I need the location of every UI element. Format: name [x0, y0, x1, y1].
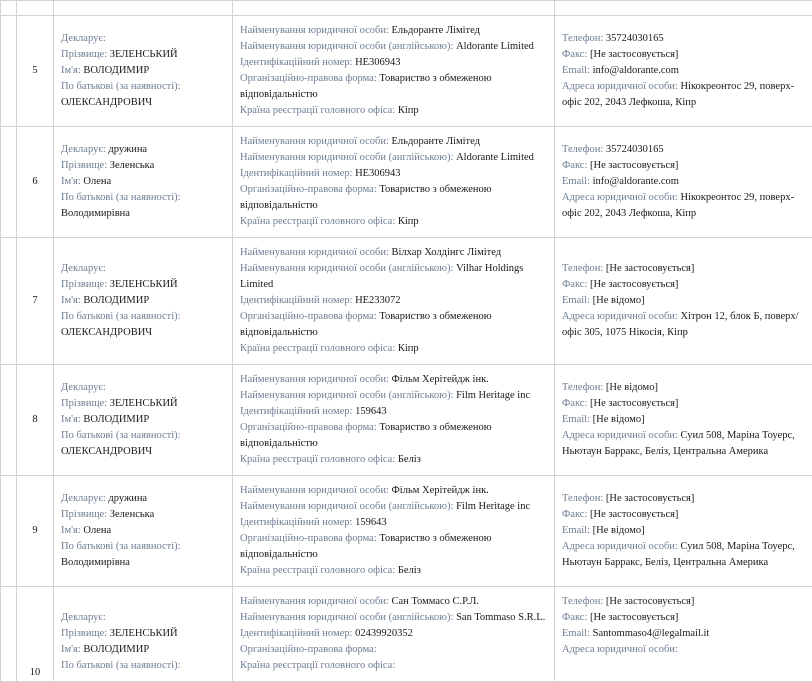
entity-name-en-field	[240, 610, 548, 626]
entity-name-label: Найменування юридичної особи:	[240, 374, 389, 385]
first-name-value: ВОЛОДИМИР	[83, 414, 149, 425]
entity-name-en-field	[240, 150, 548, 166]
legal-form-label: Організаційно-правова форма:	[240, 184, 377, 195]
declarant-cell	[54, 1, 233, 16]
country-field	[240, 214, 548, 230]
entity-name-en-label: Найменування юридичної особи (англійською):	[240, 152, 453, 163]
patronymic-field	[61, 79, 232, 95]
id-number-label: Ідентифікаційний номер:	[240, 295, 352, 306]
last-name-label: Прізвище:	[61, 628, 107, 639]
row-number: 6	[17, 127, 54, 238]
fax-field	[562, 47, 808, 63]
declarant-cell	[54, 16, 233, 127]
last-name-field	[61, 507, 232, 523]
fax-field	[562, 396, 808, 412]
declarant-label: Декларує:	[61, 33, 106, 44]
phone-value: 35724030165	[606, 144, 664, 155]
address-label: Адреса юридичної особи:	[562, 81, 678, 92]
legal-form-label: Організаційно-правова форма:	[240, 73, 377, 84]
declarant-cell	[54, 127, 233, 238]
phone-value: [Не відомо]	[606, 382, 658, 393]
email-field	[562, 626, 808, 642]
id-number-label: Ідентифікаційний номер:	[240, 628, 352, 639]
entity-name-label: Найменування юридичної особи:	[240, 485, 389, 496]
first-name-field	[61, 642, 232, 658]
entity-name-value: Фільм Херітейдж інк.	[392, 485, 489, 496]
first-name-label: Ім'я:	[61, 525, 81, 536]
entity-cell	[233, 238, 555, 365]
declarant-label: Декларує:	[61, 493, 106, 504]
first-name-field	[61, 412, 232, 428]
email-field	[562, 523, 808, 539]
fax-field	[562, 610, 808, 626]
fax-label: Факс:	[562, 49, 587, 60]
email-field	[562, 293, 808, 309]
entity-name-en-label: Найменування юридичної особи (англійською):	[240, 263, 453, 274]
phone-label: Телефон:	[562, 33, 603, 44]
patronymic-label: По батькові (за наявності):	[61, 430, 181, 441]
id-number-label: Ідентифікаційний номер:	[240, 168, 352, 179]
entity-name-field	[240, 23, 548, 39]
phone-value: [Не застосовується]	[606, 596, 694, 607]
declarant-cell	[54, 365, 233, 476]
last-name-value: ЗЕЛЕНСЬКИЙ	[110, 628, 178, 639]
fax-field	[562, 158, 808, 174]
entity-cell	[233, 1, 555, 16]
phone-value: [Не застосовується]	[606, 493, 694, 504]
email-value: info@aldorante.com	[593, 176, 679, 187]
row-number: 10	[17, 587, 54, 682]
entity-name-en-label: Найменування юридичної особи (англійською):	[240, 390, 453, 401]
fax-value: [Не застосовується]	[590, 49, 678, 60]
fax-value: [Не застосовується]	[590, 279, 678, 290]
address-value: Суил 508, Маріна Тоуерс, Ньютаун Барракс, Беліз, Центральна Америка	[562, 541, 795, 568]
patronymic-value: Володимирівна	[61, 555, 232, 571]
fax-label: Факс:	[562, 398, 587, 409]
entity-name-value: Фільм Херітейдж інк.	[392, 374, 489, 385]
entity-name-en-value: Aldorante Limited	[456, 152, 534, 163]
fax-value: [Не застосовується]	[590, 160, 678, 171]
entity-name-field	[240, 134, 548, 150]
patronymic-value: ОЛЕКСАНДРОВИЧ	[61, 325, 232, 341]
id-number-value: 159643	[355, 406, 387, 417]
phone-field	[562, 261, 808, 277]
entity-cell	[233, 16, 555, 127]
email-label: Email:	[562, 525, 590, 536]
legal-form-label: Організаційно-правова форма:	[240, 311, 377, 322]
row-number: 5	[17, 16, 54, 127]
entity-name-en-label: Найменування юридичної особи (англійською):	[240, 612, 453, 623]
table-row	[1, 587, 812, 682]
phone-field	[562, 491, 808, 507]
email-label: Email:	[562, 628, 590, 639]
contacts-cell	[555, 476, 812, 587]
patronymic-field	[61, 658, 232, 674]
phone-value: 35724030165	[606, 33, 664, 44]
entity-cell	[233, 127, 555, 238]
legal-form-field	[240, 531, 548, 563]
email-value: [Не відомо]	[593, 525, 645, 536]
address-field	[562, 79, 808, 111]
last-name-label: Прізвище:	[61, 49, 107, 60]
country-field	[240, 103, 548, 119]
last-name-field	[61, 47, 232, 63]
entity-name-value: Вілхар Холдінгс Лімітед	[392, 247, 502, 258]
first-name-field	[61, 63, 232, 79]
declarant-value: дружина	[108, 493, 147, 504]
row-gutter	[1, 127, 17, 238]
table-row	[1, 16, 812, 127]
row-gutter	[1, 587, 17, 682]
spacer	[61, 594, 232, 610]
legal-form-field	[240, 642, 548, 658]
declarant-label: Декларує:	[61, 612, 106, 623]
legal-form-field	[240, 71, 548, 103]
row-number: 8	[17, 365, 54, 476]
email-value: [Не відомо]	[593, 414, 645, 425]
address-field	[562, 642, 808, 658]
id-number-value: HE233072	[355, 295, 401, 306]
table-row	[1, 365, 812, 476]
contacts-cell	[555, 365, 812, 476]
email-field	[562, 412, 808, 428]
fax-field	[562, 277, 808, 293]
row-number: 9	[17, 476, 54, 587]
patronymic-value: Володимирівна	[61, 206, 232, 222]
first-name-label: Ім'я:	[61, 644, 81, 655]
contacts-cell	[555, 1, 812, 16]
address-value: Нікокреонтос 29, поверх-офіс 202, 2043 Лефкоша, Кіпр	[562, 81, 794, 108]
contacts-cell	[555, 238, 812, 365]
country-value: Кіпр	[398, 105, 419, 116]
country-label: Країна реєстрації головного офіса:	[240, 565, 395, 576]
declarant-field	[61, 491, 232, 507]
phone-field	[562, 142, 808, 158]
id-number-field	[240, 626, 548, 642]
first-name-value: ВОЛОДИМИР	[83, 644, 149, 655]
patronymic-field	[61, 539, 232, 555]
phone-value: [Не застосовується]	[606, 263, 694, 274]
patronymic-label: По батькові (за наявності):	[61, 192, 181, 203]
entity-name-en-field	[240, 39, 548, 55]
table-row	[1, 1, 812, 16]
table-row	[1, 238, 812, 365]
declarant-field	[61, 610, 232, 626]
contacts-cell	[555, 127, 812, 238]
last-name-label: Прізвище:	[61, 398, 107, 409]
id-number-field	[240, 55, 548, 71]
country-value: Беліз	[398, 454, 421, 465]
declarant-cell	[54, 238, 233, 365]
email-label: Email:	[562, 65, 590, 76]
address-label: Адреса юридичної особи:	[562, 430, 678, 441]
entity-name-field	[240, 483, 548, 499]
first-name-field	[61, 174, 232, 190]
entity-name-en-label: Найменування юридичної особи (англійською):	[240, 501, 453, 512]
phone-field	[562, 31, 808, 47]
country-value: Беліз	[398, 565, 421, 576]
country-value: Кіпр	[398, 343, 419, 354]
address-field	[562, 428, 808, 460]
first-name-value: Олена	[83, 176, 111, 187]
first-name-label: Ім'я:	[61, 65, 81, 76]
id-number-value: 02439920352	[355, 628, 413, 639]
country-field	[240, 563, 548, 579]
entity-name-en-value: Vilhar Holdings Limited	[240, 263, 523, 290]
address-label: Адреса юридичної особи:	[562, 311, 678, 322]
phone-field	[562, 594, 808, 610]
fax-label: Факс:	[562, 509, 587, 520]
entity-name-en-label: Найменування юридичної особи (англійською):	[240, 41, 453, 52]
fax-value: [Не застосовується]	[590, 509, 678, 520]
email-value: info@aldorante.com	[593, 65, 679, 76]
first-name-value: ВОЛОДИМИР	[83, 295, 149, 306]
email-value: [Не відомо]	[593, 295, 645, 306]
first-name-value: ВОЛОДИМИР	[83, 65, 149, 76]
patronymic-label: По батькові (за наявності):	[61, 541, 181, 552]
fax-value: [Не застосовується]	[590, 398, 678, 409]
declarant-field	[61, 380, 232, 396]
entity-cell	[233, 365, 555, 476]
email-label: Email:	[562, 176, 590, 187]
patronymic-value: ОЛЕКСАНДРОВИЧ	[61, 95, 232, 111]
table-row	[1, 476, 812, 587]
legal-form-label: Організаційно-правова форма:	[240, 533, 377, 544]
address-value: Суил 508, Маріна Тоуерс, Ньютаун Барракс, Беліз, Центральна Америка	[562, 430, 795, 457]
fax-label: Факс:	[562, 612, 587, 623]
address-label: Адреса юридичної особи:	[562, 644, 678, 655]
declarant-field	[61, 142, 232, 158]
id-number-field	[240, 166, 548, 182]
phone-label: Телефон:	[562, 596, 603, 607]
declarant-label: Декларує:	[61, 263, 106, 274]
first-name-label: Ім'я:	[61, 295, 81, 306]
row-gutter	[1, 16, 17, 127]
declarant-cell	[54, 587, 233, 682]
country-label: Країна реєстрації головного офіса:	[240, 660, 395, 671]
patronymic-value: ОЛЕКСАНДРОВИЧ	[61, 444, 232, 460]
row-gutter	[1, 1, 17, 16]
first-name-field	[61, 293, 232, 309]
legal-form-value: Товариство з обмеженою відповідальністю	[240, 184, 492, 211]
entity-name-field	[240, 372, 548, 388]
entity-name-en-field	[240, 388, 548, 404]
last-name-value: Зеленська	[110, 160, 155, 171]
last-name-field	[61, 277, 232, 293]
patronymic-label: По батькові (за наявності):	[61, 81, 181, 92]
last-name-value: ЗЕЛЕНСЬКИЙ	[110, 279, 178, 290]
legal-form-value: Товариство з обмеженою відповідальністю	[240, 422, 492, 449]
id-number-value: HE306943	[355, 168, 401, 179]
declarant-field	[61, 261, 232, 277]
id-number-field	[240, 293, 548, 309]
declarant-value: дружина	[108, 144, 147, 155]
entity-name-en-value: San Tommaso S.R.L.	[456, 612, 545, 623]
email-value: Santommaso4@legalmail.it	[593, 628, 710, 639]
last-name-value: ЗЕЛЕНСЬКИЙ	[110, 398, 178, 409]
first-name-label: Ім'я:	[61, 176, 81, 187]
last-name-value: ЗЕЛЕНСЬКИЙ	[110, 49, 178, 60]
entity-name-en-value: Aldorante Limited	[456, 41, 534, 52]
last-name-field	[61, 396, 232, 412]
row-number: 7	[17, 238, 54, 365]
legal-form-label: Організаційно-правова форма:	[240, 422, 377, 433]
entity-name-label: Найменування юридичної особи:	[240, 25, 389, 36]
address-label: Адреса юридичної особи:	[562, 192, 678, 203]
country-value: Кіпр	[398, 216, 419, 227]
id-number-value: HE306943	[355, 57, 401, 68]
patronymic-field	[61, 309, 232, 325]
entity-name-field	[240, 245, 548, 261]
entity-name-en-value: Film Heritage inc	[456, 390, 530, 401]
entity-name-value: Сан Томмасо С.Р.Л.	[392, 596, 480, 607]
row-number	[17, 1, 54, 16]
patronymic-label: По батькові (за наявності):	[61, 311, 181, 322]
id-number-label: Ідентифікаційний номер:	[240, 406, 352, 417]
legal-form-field	[240, 309, 548, 341]
first-name-label: Ім'я:	[61, 414, 81, 425]
phone-label: Телефон:	[562, 263, 603, 274]
email-label: Email:	[562, 295, 590, 306]
country-field	[240, 452, 548, 468]
address-field	[562, 190, 808, 222]
entity-name-en-value: Film Heritage inc	[456, 501, 530, 512]
country-label: Країна реєстрації головного офіса:	[240, 105, 395, 116]
entity-name-label: Найменування юридичної особи:	[240, 247, 389, 258]
last-name-label: Прізвище:	[61, 509, 107, 520]
entity-cell	[233, 476, 555, 587]
legal-form-field	[240, 420, 548, 452]
country-label: Країна реєстрації головного офіса:	[240, 343, 395, 354]
email-label: Email:	[562, 414, 590, 425]
declarant-field	[61, 31, 232, 47]
declarant-cell	[54, 476, 233, 587]
fax-label: Факс:	[562, 160, 587, 171]
row-gutter	[1, 238, 17, 365]
last-name-label: Прізвище:	[61, 160, 107, 171]
legal-form-value: Товариство з обмеженою відповідальністю	[240, 311, 492, 338]
entity-name-en-field	[240, 499, 548, 515]
email-field	[562, 63, 808, 79]
entity-cell	[233, 587, 555, 682]
declarant-label: Декларує:	[61, 144, 106, 155]
contacts-cell	[555, 587, 812, 682]
fax-value: [Не застосовується]	[590, 612, 678, 623]
address-field	[562, 309, 808, 341]
entity-name-value: Ельдоранте Лімітед	[392, 136, 481, 147]
first-name-value: Олена	[83, 525, 111, 536]
patronymic-field	[61, 428, 232, 444]
fax-label: Факс:	[562, 279, 587, 290]
phone-label: Телефон:	[562, 493, 603, 504]
country-label: Країна реєстрації головного офіса:	[240, 216, 395, 227]
address-label: Адреса юридичної особи:	[562, 541, 678, 552]
patronymic-field	[61, 190, 232, 206]
phone-label: Телефон:	[562, 382, 603, 393]
id-number-field	[240, 404, 548, 420]
country-field	[240, 341, 548, 357]
id-number-label: Ідентифікаційний номер:	[240, 57, 352, 68]
legal-form-value: Товариство з обмеженою відповідальністю	[240, 533, 492, 560]
entity-name-field	[240, 594, 548, 610]
email-field	[562, 174, 808, 190]
id-number-value: 159643	[355, 517, 387, 528]
phone-field	[562, 380, 808, 396]
fax-field	[562, 507, 808, 523]
id-number-field	[240, 515, 548, 531]
phone-label: Телефон:	[562, 144, 603, 155]
address-value: Хітрон 12, блок Б, поверх/офіс 305, 1075 Нікосія, Кіпр	[562, 311, 799, 338]
address-field	[562, 539, 808, 571]
id-number-label: Ідентифікаційний номер:	[240, 517, 352, 528]
entity-name-en-field	[240, 261, 548, 293]
legal-form-value: Товариство з обмеженою відповідальністю	[240, 73, 492, 100]
legal-form-field	[240, 182, 548, 214]
last-name-label: Прізвище:	[61, 279, 107, 290]
row-gutter	[1, 365, 17, 476]
address-value: Нікокреонтос 29, поверх-офіс 202, 2043 Лефкоша, Кіпр	[562, 192, 794, 219]
entity-name-label: Найменування юридичної особи:	[240, 596, 389, 607]
country-field	[240, 658, 548, 674]
country-label: Країна реєстрації головного офіса:	[240, 454, 395, 465]
legal-form-label: Організаційно-правова форма:	[240, 644, 377, 655]
declarant-label: Декларує:	[61, 382, 106, 393]
last-name-field	[61, 626, 232, 642]
entity-name-value: Ельдоранте Лімітед	[392, 25, 481, 36]
first-name-field	[61, 523, 232, 539]
table-row	[1, 127, 812, 238]
patronymic-label: По батькові (за наявності):	[61, 660, 181, 671]
last-name-field	[61, 158, 232, 174]
last-name-value: Зеленська	[110, 509, 155, 520]
contacts-cell	[555, 16, 812, 127]
row-gutter	[1, 476, 17, 587]
entity-name-label: Найменування юридичної особи:	[240, 136, 389, 147]
